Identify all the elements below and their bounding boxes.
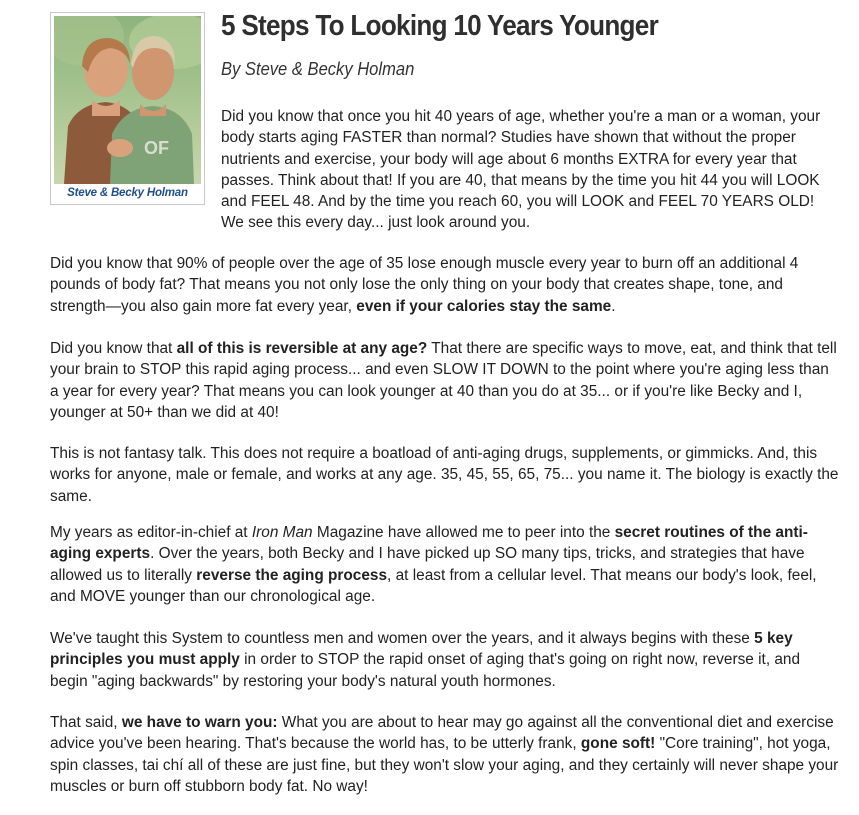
paragraph-text: That said,	[50, 714, 122, 731]
paragraph-text: Did you know that once you hit 40 years of age, whether you're a man or a woman, your body starts aging FASTER than normal? Studies have shown that without the proper nutrients and exercise, your body will age about 6 months EXTRA for every year that passes. Think about that! If you are 40, that means by the time you hit 44 you will LOOK and FEEL 48. And by the time you reach 60, you will LOOK and FEEL 70 YEARS OLD! We see this every day... just look around you.	[221, 108, 821, 232]
authors-illustration	[54, 16, 201, 184]
paragraph-text: .	[611, 297, 616, 315]
emphasis-text: reverse the aging process	[196, 566, 388, 584]
emphasis-text: even if your calories stay the same	[356, 297, 612, 315]
emphasis-text: all of this is reversible at any age?	[176, 340, 428, 357]
emphasis-text: gone soft!	[580, 735, 656, 753]
article-byline: By Steve & Becky Holman	[221, 59, 415, 79]
paragraph-text: Magazine have allowed me to peer into the	[312, 524, 615, 541]
article-title: 5 Steps To Looking 10 Years Younger	[221, 10, 659, 42]
paragraph-text: My years as editor-in-chief at	[50, 524, 252, 541]
emphasis-text: 5 key principles you must apply	[50, 630, 793, 669]
paragraph-text: Did you know that 90% of people over the age of 35 lose enough muscle every year to burn off an additional 4 pounds of body fat? That means you not only lose the only thing on your body that creates shape, tone, and strength—you also gain more fat every year,	[50, 255, 799, 315]
paragraph-1	[221, 106, 836, 234]
author-photo-frame	[50, 12, 205, 205]
paragraph-6	[50, 628, 840, 692]
magazine-name: Iron Man	[251, 524, 313, 541]
paragraph-text: Did you know that	[50, 340, 177, 357]
paragraph-text: . Over the years, both Becky and I have picked up SO many tips, tricks, and strategies that have allowed us to literally	[50, 545, 805, 584]
paragraph-5	[50, 522, 840, 607]
emphasis-text: we have to warn you:	[121, 714, 278, 731]
paragraph-text: in order to STOP the rapid onset of aging that's going on right now, reverse it, and begin "aging backwards" by restoring your body's natural youth hormones.	[50, 651, 801, 690]
svg-text:OF: OF	[144, 138, 169, 158]
author-photo	[54, 16, 201, 184]
paragraph-text: "Core training", hot yoga, spin classes, tai chí all of these are just fine, but they won't slow your aging, and they certainly will never shape your muscles or burn off stubborn body fat. No way!	[50, 735, 839, 795]
paragraph-text: What you are about to hear may go against all the conventional diet and exercise advice you've been hearing. That's because the world has, to be utterly frank,	[50, 714, 834, 753]
paragraph-2	[50, 253, 840, 317]
paragraph-7	[50, 712, 840, 797]
paragraph-3	[50, 338, 840, 423]
paragraph-4	[50, 443, 840, 507]
paragraph-text: We've taught this System to countless men and women over the years, and it always begins with these	[50, 630, 755, 647]
emphasis-text: secret routines of the anti-aging experts	[50, 524, 808, 563]
paragraph-text: , at least from a cellular level. That means our body's look, feel, and MOVE younger than our chronological age.	[50, 566, 817, 605]
photo-caption: Steve & Becky Holman	[67, 187, 188, 199]
paragraph-text: This is not fantasy talk. This does not require a boatload of anti-aging drugs, supplements, or gimmicks. And, this works for anyone, male or female, and works at any age. 35, 45, 55, 65, 75... you name it. The biology is exactly the same.	[50, 445, 839, 505]
paragraph-text: That there are specific ways to move, eat, and think that tell your brain to STOP this rapid aging process... and even SLOW IT DOWN to the point where you're aging less than a year for every year? That means you can look younger at 40 than you do at 35... or if you're like Becky and I, younger at 50+ than we did at 40!	[50, 340, 837, 421]
